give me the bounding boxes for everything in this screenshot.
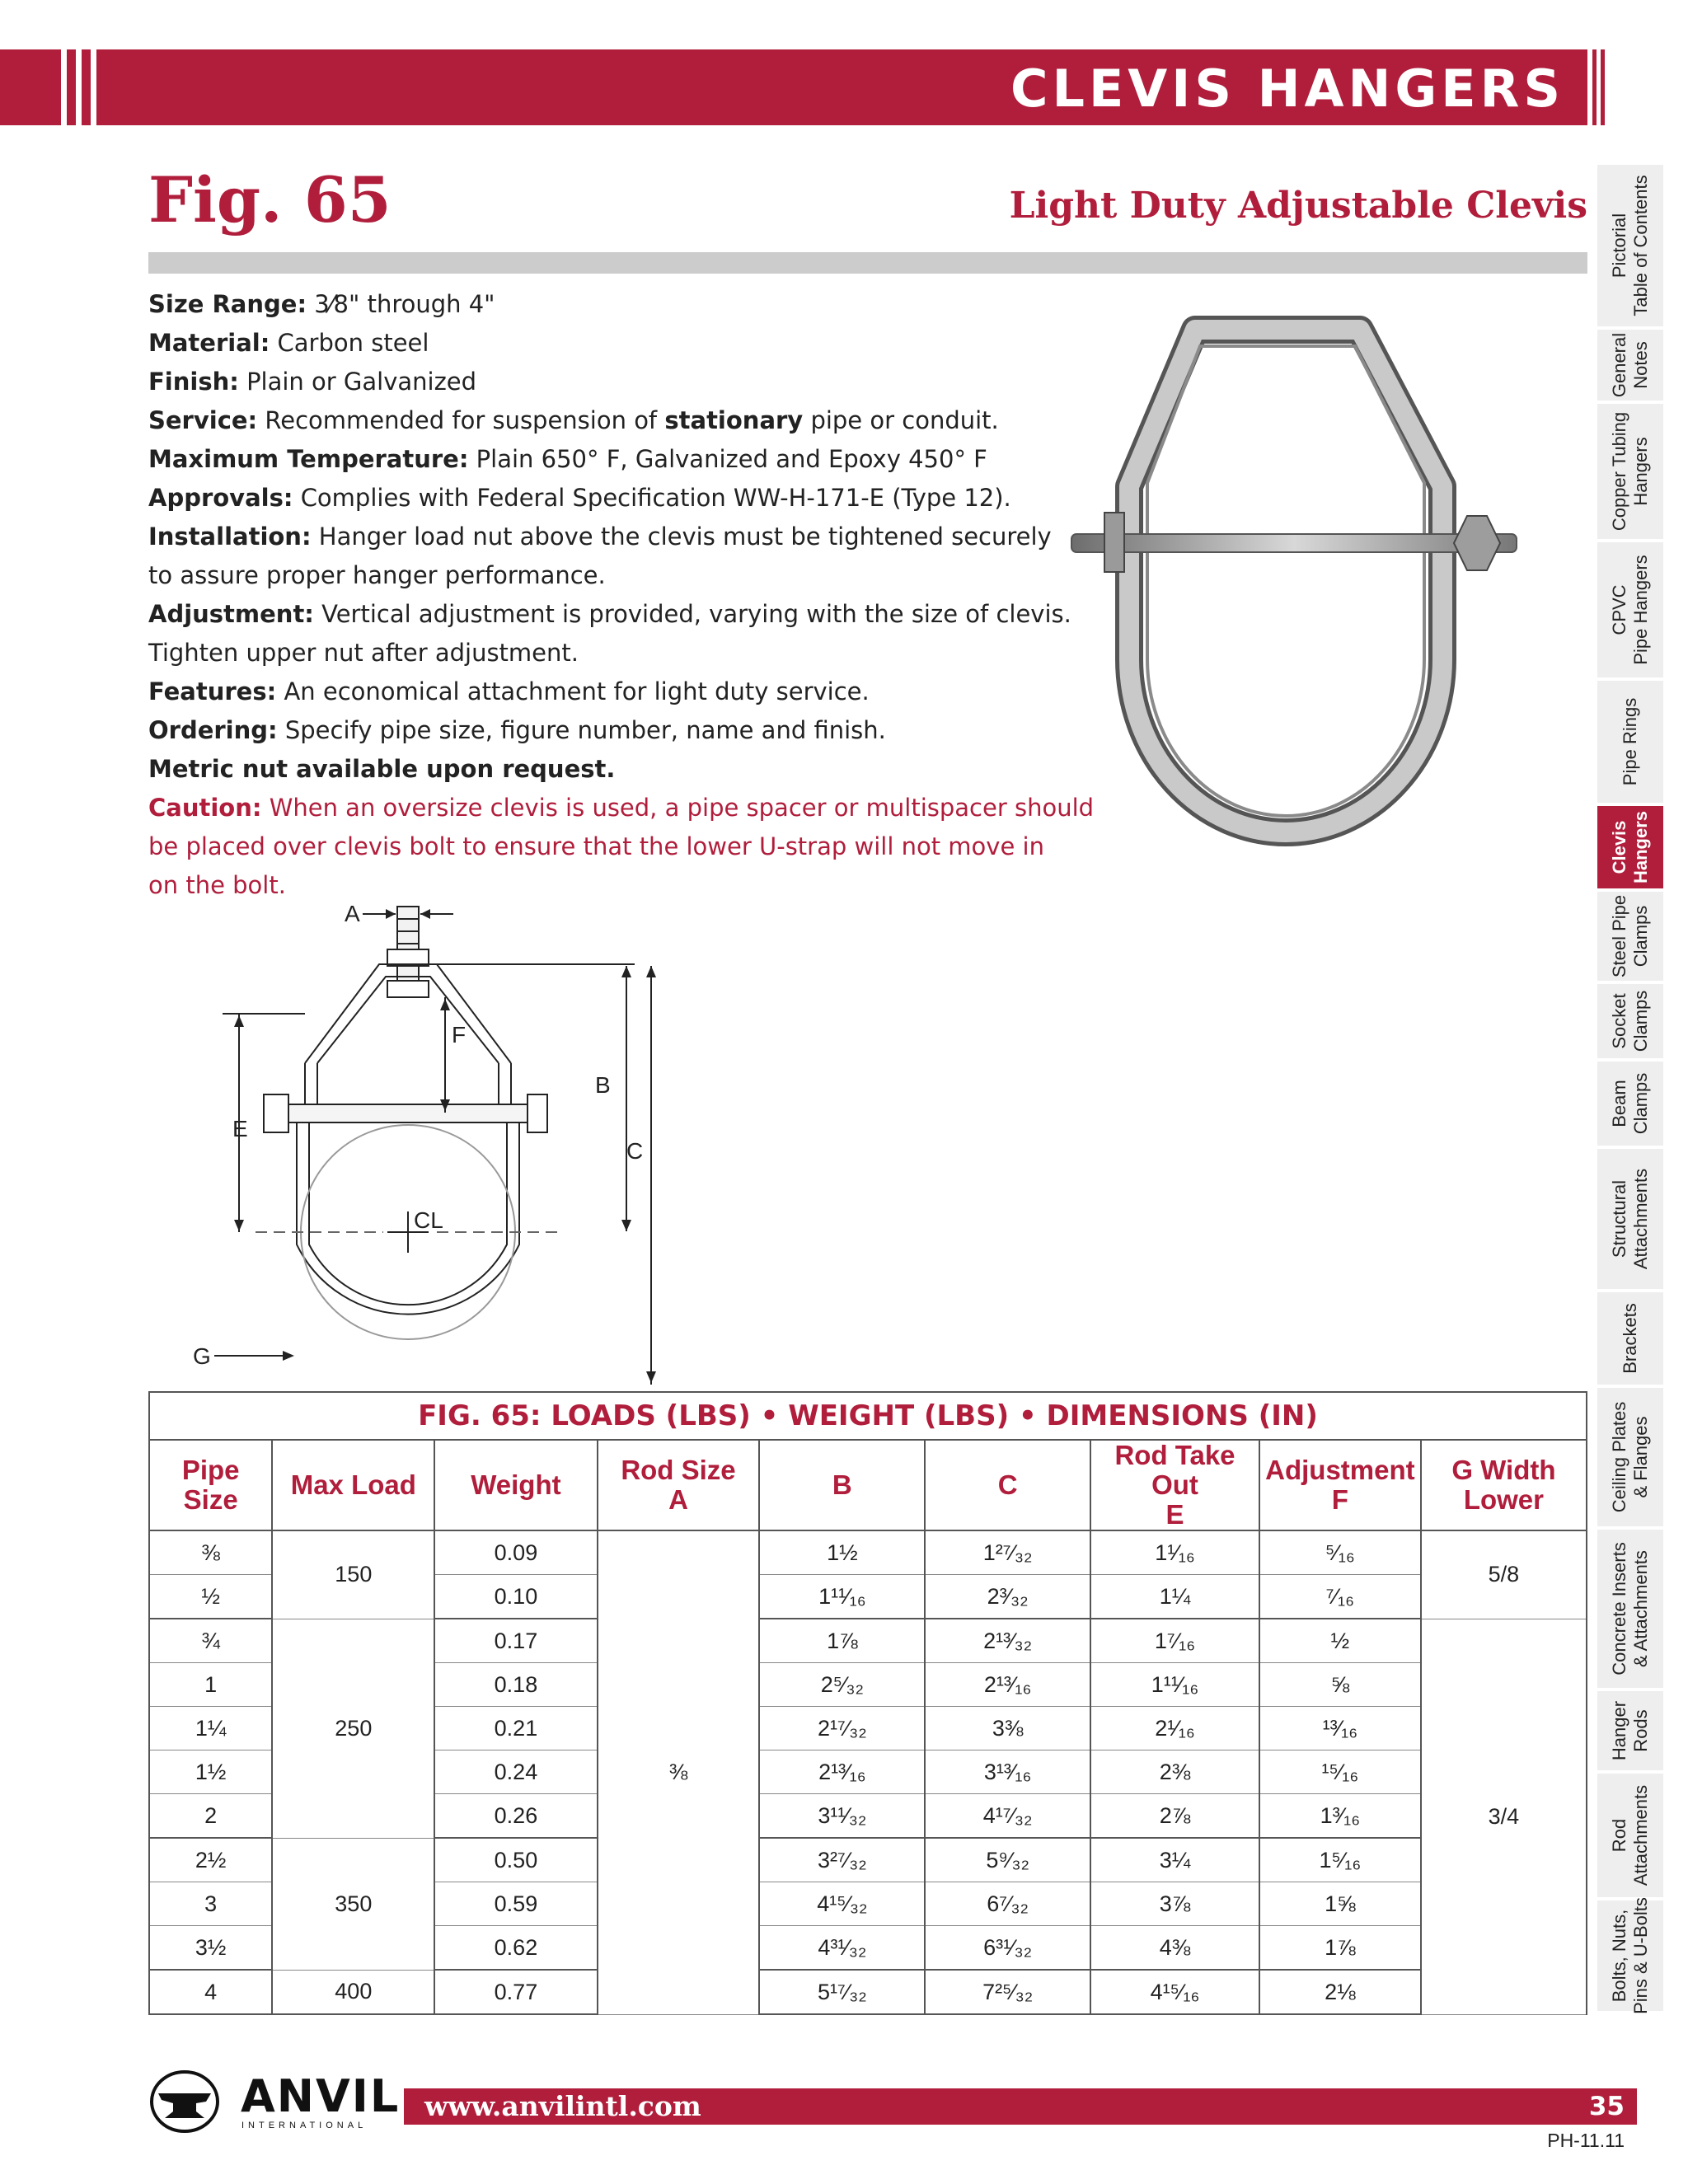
tab-label: Steel Pipe xyxy=(1609,894,1629,978)
tab-label: Hanger xyxy=(1609,1700,1629,1761)
header-text: Pipe xyxy=(181,1455,240,1485)
cell-max-load: 250 xyxy=(272,1619,434,1838)
cell-max-load: 400 xyxy=(272,1970,434,2014)
side-tab-rod-attachments[interactable] xyxy=(1597,1774,1663,1900)
spec-approvals xyxy=(148,479,1039,518)
cell-pipe-size: ½ xyxy=(149,1575,272,1619)
tab-label: Hangers xyxy=(1630,437,1651,506)
cell-weight: 0.59 xyxy=(434,1882,597,1926)
side-tab-concrete-inserts-attachments[interactable] xyxy=(1597,1530,1663,1690)
cell-b: 1½ xyxy=(759,1530,925,1575)
side-tab-hanger-rods[interactable] xyxy=(1597,1691,1663,1773)
tab-label: Pipe Rings xyxy=(1620,697,1640,786)
cell-e: 2¹⁄₁₆ xyxy=(1090,1707,1259,1750)
specifications xyxy=(148,285,1095,905)
cell-max-load: 150 xyxy=(272,1530,434,1619)
cell-weight: 0.17 xyxy=(434,1619,597,1663)
spec-label: Finish: xyxy=(148,368,239,396)
cell-b: 3²⁷⁄₃₂ xyxy=(759,1838,925,1882)
header-text: Lower xyxy=(1463,1484,1544,1515)
table-row xyxy=(149,1619,1587,1663)
tab-label: Pins & U-Bolts xyxy=(1630,1897,1651,2014)
cell-c: 6³¹⁄₃₂ xyxy=(925,1926,1090,1971)
cell-pipe-size: 3½ xyxy=(149,1926,272,1971)
side-tab-bolts-nuts-pins-ubolts[interactable] xyxy=(1597,1897,1663,2014)
cell-c: 3¹³⁄₁₆ xyxy=(925,1750,1090,1794)
header-band-end-line xyxy=(1592,49,1597,125)
cell-e: 2⅞ xyxy=(1090,1794,1259,1839)
cell-b: 4³¹⁄₃₂ xyxy=(759,1926,925,1971)
cell-b: 4¹⁵⁄₃₂ xyxy=(759,1882,925,1926)
tab-label: & Flanges xyxy=(1630,1416,1651,1498)
spec-value: When an oversize clevis is used, a pipe spacer or multispacer should xyxy=(269,794,1095,822)
dimension-label-f: F xyxy=(452,1022,467,1047)
table-row xyxy=(149,1530,1587,1575)
header-text: Size xyxy=(183,1484,238,1515)
cell-e: 1¹¹⁄₁₆ xyxy=(1090,1663,1259,1707)
cell-pipe-size: 4 xyxy=(149,1970,272,2014)
spec-label: Ordering: xyxy=(148,716,278,744)
spec-value: Vertical adjustment is provided, varying with the size of clevis. xyxy=(321,600,1071,628)
side-tab-structural-attachments[interactable] xyxy=(1597,1149,1663,1291)
col-weight: Weight xyxy=(434,1440,597,1530)
tab-label: General xyxy=(1609,332,1629,398)
tab-label: Clamps xyxy=(1630,1072,1651,1135)
tab-label: Rod xyxy=(1609,1818,1629,1853)
tab-label: Brackets xyxy=(1620,1303,1640,1374)
spec-value: Complies with Federal Specification WW-H-171-E (Type 12). xyxy=(300,484,1011,512)
cell-c: 2¹³⁄₁₆ xyxy=(925,1663,1090,1707)
cell-f: 1⁵⁄₁₆ xyxy=(1259,1838,1421,1882)
tab-label: Rods xyxy=(1630,1709,1651,1752)
spec-value: Hanger load nut above the clevis must be tightened securely xyxy=(318,523,1052,551)
cell-b: 2¹³⁄₁₆ xyxy=(759,1750,925,1794)
table-row xyxy=(149,1970,1587,2014)
header-text: F xyxy=(1331,1484,1348,1515)
table-header-row xyxy=(149,1440,1587,1530)
centerline-label: CL xyxy=(414,1207,443,1233)
figure-subtitle: Light Duty Adjustable Clevis xyxy=(1009,185,1587,227)
spec-finish xyxy=(148,363,1039,401)
cell-weight: 0.09 xyxy=(434,1530,597,1575)
specification-table xyxy=(148,1391,1587,2015)
cell-b: 3¹¹⁄₃₂ xyxy=(759,1794,925,1839)
cell-pipe-size: ⅜ xyxy=(149,1530,272,1575)
cell-b: 2¹⁷⁄₃₂ xyxy=(759,1707,925,1750)
spec-installation xyxy=(148,518,1052,556)
spec-value: Plain 650° F, Galvanized and Epoxy 450° F xyxy=(476,445,987,473)
page-number: 35 xyxy=(1588,2092,1625,2121)
spec-label: Metric nut available upon request. xyxy=(148,755,616,783)
cell-pipe-size: 1 xyxy=(149,1663,272,1707)
spec-label: Maximum Temperature: xyxy=(148,445,469,473)
cell-e: 1⁷⁄₁₆ xyxy=(1090,1619,1259,1663)
spec-features xyxy=(148,673,1039,711)
spec-label: Features: xyxy=(148,677,277,705)
cell-e: 4¹⁵⁄₁₆ xyxy=(1090,1970,1259,2014)
spec-value: Recommended for suspension of xyxy=(265,406,658,434)
spec-caution-cont: on the bolt. xyxy=(148,871,286,899)
figure-title: Fig. 65 xyxy=(148,163,392,237)
cell-f: ⁵⁄₁₆ xyxy=(1259,1530,1421,1575)
section-title: CLEVIS HANGERS xyxy=(1010,59,1564,119)
cell-weight: 0.24 xyxy=(434,1750,597,1794)
col-pipe-size xyxy=(149,1440,272,1530)
logo-wordmark: ANVIL xyxy=(241,2070,401,2122)
spec-label: Material: xyxy=(148,329,270,357)
cell-f: ¹⁵⁄₁₆ xyxy=(1259,1750,1421,1794)
spec-max-temperature xyxy=(148,440,1039,479)
spec-ordering xyxy=(148,711,1039,750)
cell-c: 3⅜ xyxy=(925,1707,1090,1750)
cell-weight: 0.10 xyxy=(434,1575,597,1619)
col-g-width xyxy=(1421,1440,1587,1530)
side-tab-socket-clamps[interactable] xyxy=(1597,984,1663,1061)
spec-label: Installation: xyxy=(148,523,312,551)
side-tab-cpvc-pipe-hangers[interactable] xyxy=(1597,542,1663,680)
cell-e: 2⅜ xyxy=(1090,1750,1259,1794)
col-max-load: Max Load xyxy=(272,1440,434,1530)
tab-label: Attachments xyxy=(1630,1168,1651,1270)
cell-f: ⁷⁄₁₆ xyxy=(1259,1575,1421,1619)
cell-e: 4⅜ xyxy=(1090,1926,1259,1971)
spec-label: Caution: xyxy=(148,794,262,822)
cell-weight: 0.21 xyxy=(434,1707,597,1750)
cell-f: 2⅛ xyxy=(1259,1970,1421,2014)
dimension-label-b: B xyxy=(595,1072,611,1098)
cell-f: ¹³⁄₁₆ xyxy=(1259,1707,1421,1750)
header-text: Rod Size xyxy=(621,1455,736,1485)
tab-label: Socket xyxy=(1609,993,1629,1049)
tab-label: Pipe Hangers xyxy=(1630,555,1651,665)
header-band-end-line xyxy=(1601,49,1605,125)
spec-caution xyxy=(148,789,1095,827)
header-band-stripe xyxy=(76,49,82,125)
title-rule xyxy=(148,252,1587,274)
spec-installation-cont: to assure proper hanger performance. xyxy=(148,561,606,589)
section-tabs xyxy=(1597,165,1688,2014)
col-b: B xyxy=(759,1440,925,1530)
dimension-label-c: C xyxy=(626,1138,644,1164)
table-title: FIG. 65: LOADS (LBS) • WEIGHT (LBS) • DIMENSIONS (IN) xyxy=(149,1392,1587,1440)
cell-f: 1⅝ xyxy=(1259,1882,1421,1926)
spec-emphasis: stationary xyxy=(664,406,804,434)
cell-f: 1⅞ xyxy=(1259,1926,1421,1971)
cell-weight: 0.62 xyxy=(434,1926,597,1971)
cell-f: ½ xyxy=(1259,1619,1421,1663)
side-tab-beam-clamps[interactable] xyxy=(1597,1062,1663,1148)
document-code: PH-11.11 xyxy=(1547,2130,1625,2151)
header-text: E xyxy=(1165,1499,1184,1530)
side-tab-ceiling-plates-flanges[interactable] xyxy=(1597,1388,1663,1529)
side-tab-clevis-hangers[interactable] xyxy=(1597,806,1663,891)
spec-value: Carbon steel xyxy=(277,329,429,357)
tab-label: Clamps xyxy=(1630,990,1651,1052)
spec-service xyxy=(148,401,1039,440)
cell-c: 7²⁵⁄₃₂ xyxy=(925,1970,1090,2014)
cell-pipe-size: 1½ xyxy=(149,1750,272,1794)
side-tab-general-notes[interactable] xyxy=(1597,330,1663,403)
cell-b: 1⅞ xyxy=(759,1619,925,1663)
tab-label: Table of Contents xyxy=(1630,175,1651,316)
tab-label: Attachments xyxy=(1630,1784,1651,1886)
col-c: C xyxy=(925,1440,1090,1530)
cell-e: 3⅞ xyxy=(1090,1882,1259,1926)
tab-label: Bolts, Nuts, xyxy=(1609,1909,1629,2003)
cell-g-width: 3/4 xyxy=(1421,1619,1587,2014)
cell-c: 2¹³⁄₃₂ xyxy=(925,1619,1090,1663)
spec-value: Specify pipe size, figure number, name and finish. xyxy=(284,716,886,744)
logo-subtext: INTERNATIONAL xyxy=(241,2121,368,2130)
spec-value: Plain or Galvanized xyxy=(246,368,477,396)
cell-max-load: 350 xyxy=(272,1838,434,1970)
tab-label: Ceiling Plates xyxy=(1609,1401,1629,1513)
side-tab-pipe-rings[interactable] xyxy=(1597,681,1663,805)
side-tab-copper-tubing-hangers[interactable] xyxy=(1597,404,1663,541)
side-tab-pictorial-toc[interactable] xyxy=(1597,165,1663,329)
tab-label: Hangers xyxy=(1630,810,1651,884)
cell-weight: 0.26 xyxy=(434,1794,597,1839)
tab-label: Clevis xyxy=(1609,820,1629,874)
header-band-stripe xyxy=(61,49,67,125)
cell-pipe-size: 2½ xyxy=(149,1838,272,1882)
spec-metric-note xyxy=(148,750,1039,789)
dimension-label-a: A xyxy=(345,901,360,926)
dimension-label-g: G xyxy=(193,1343,211,1369)
cell-e: 3¼ xyxy=(1090,1838,1259,1882)
cell-weight: 0.18 xyxy=(434,1663,597,1707)
header-text: Rod Take Out xyxy=(1114,1440,1236,1500)
col-rod-take-out xyxy=(1090,1440,1259,1530)
cell-e: 1¼ xyxy=(1090,1575,1259,1619)
spec-caution-cont: be placed over clevis bolt to ensure that the lower U-strap will not move in xyxy=(148,832,1044,860)
spec-value: pipe or conduit. xyxy=(810,406,999,434)
spec-label: Size Range: xyxy=(148,290,307,318)
cell-weight: 0.50 xyxy=(434,1838,597,1882)
footer-website-link[interactable]: www.anvilintl.com xyxy=(424,2090,701,2122)
tab-label: Notes xyxy=(1630,341,1651,389)
spec-value: 3⁄8" through 4" xyxy=(314,290,495,318)
col-adjustment xyxy=(1259,1440,1421,1530)
header-text: G Width xyxy=(1451,1455,1556,1485)
header-text: A xyxy=(668,1484,688,1515)
cell-b: 1¹¹⁄₁₆ xyxy=(759,1575,925,1619)
cell-c: 1²⁷⁄₃₂ xyxy=(925,1530,1090,1575)
tab-label: Pictorial xyxy=(1609,213,1629,279)
tab-label: Copper Tubing xyxy=(1609,411,1629,532)
side-tab-steel-pipe-clamps[interactable] xyxy=(1597,892,1663,983)
cell-c: 6⁷⁄₃₂ xyxy=(925,1882,1090,1926)
col-rod-size xyxy=(598,1440,760,1530)
tab-label: CPVC xyxy=(1609,584,1629,635)
cell-b: 5¹⁷⁄₃₂ xyxy=(759,1970,925,2014)
tab-label: & Attachments xyxy=(1630,1550,1651,1667)
cell-pipe-size: 1¼ xyxy=(149,1707,272,1750)
cell-pipe-size: 2 xyxy=(149,1794,272,1839)
spec-label: Service: xyxy=(148,406,258,434)
spec-size-range xyxy=(148,285,1039,324)
side-tab-brackets[interactable] xyxy=(1597,1292,1663,1387)
tab-label: Structural xyxy=(1609,1179,1629,1258)
spec-adjustment xyxy=(148,595,1071,634)
cell-e: 1¹⁄₁₆ xyxy=(1090,1530,1259,1575)
dimension-label-e: E xyxy=(232,1116,248,1141)
dimension-diagram xyxy=(190,898,717,1385)
cell-c: 5⁹⁄₃₂ xyxy=(925,1838,1090,1882)
cell-b: 2⁵⁄₃₂ xyxy=(759,1663,925,1707)
cell-c: 4¹⁷⁄₃₂ xyxy=(925,1794,1090,1839)
cell-g-width: 5/8 xyxy=(1421,1530,1587,1619)
cell-rod-size: ⅜ xyxy=(598,1530,760,2014)
spec-material xyxy=(148,324,1039,363)
clevis-hanger-photo xyxy=(1055,313,1550,940)
table-row xyxy=(149,1838,1587,1882)
spec-label: Approvals: xyxy=(148,484,293,512)
cell-pipe-size: 3 xyxy=(149,1882,272,1926)
tab-label: Clamps xyxy=(1630,905,1651,968)
spec-label: Adjustment: xyxy=(148,600,314,628)
cell-c: 2³⁄₃₂ xyxy=(925,1575,1090,1619)
cell-f: 1³⁄₁₆ xyxy=(1259,1794,1421,1839)
tab-label: Concrete Inserts xyxy=(1609,1542,1629,1675)
cell-pipe-size: ¾ xyxy=(149,1619,272,1663)
tab-label: Beam xyxy=(1609,1080,1629,1127)
header-band-stripe xyxy=(91,49,96,125)
cell-weight: 0.77 xyxy=(434,1970,597,2014)
cell-f: ⅝ xyxy=(1259,1663,1421,1707)
spec-value: An economical attachment for light duty service. xyxy=(284,677,870,705)
spec-adjustment-cont: Tighten upper nut after adjustment. xyxy=(148,639,579,667)
header-text: Adjustment xyxy=(1265,1455,1415,1485)
